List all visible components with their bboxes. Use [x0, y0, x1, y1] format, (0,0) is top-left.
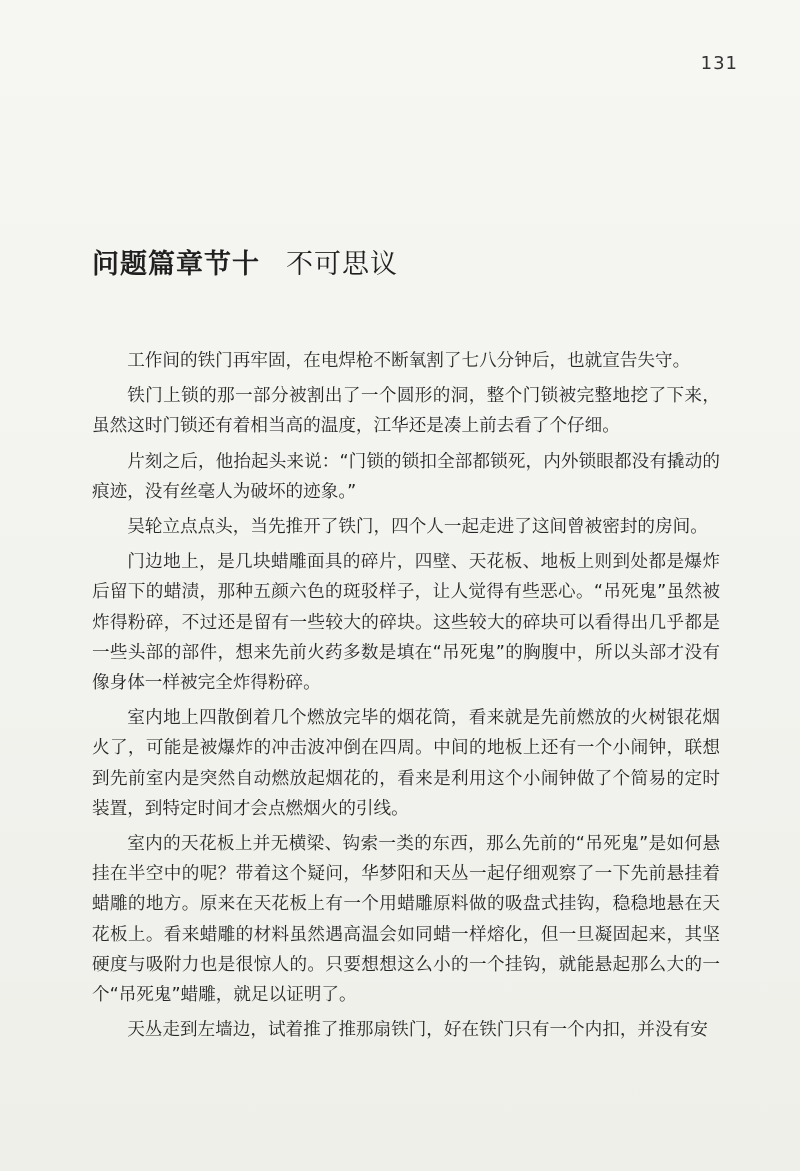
chapter-label: 问题篇章节十 [92, 249, 260, 280]
paragraph: 门边地上，是几块蜡雕面具的碎片，四壁、天花板、地板上则到处都是爆炸后留下的蜡渍，那种五颜六色的斑驳样子，让人觉得有些恶心。“吊死鬼”虽然被炸得粉碎，不过还是留有一些较大的碎块。这些较大的碎块可以看得出几乎都是一些头部的部件，想来先前火药多数是填在“吊死鬼”的胸腹中，所以头部才没有像身体一样被完全炸得粉碎。 [92, 552, 720, 694]
paragraph: 室内的天花板上并无横梁、钩索一类的东西，那么先前的“吊死鬼”是如何悬挂在半空中的呢？带着这个疑问，华梦阳和天丛一起仔细观察了一下先前悬挂着蜡雕的地方。原来在天花板上有一个用蜡雕原料做的吸盘式挂钩，稳稳地悬在天花板上。看来蜡雕的材料虽然遇高温会如同蜡一样熔化，但一旦凝固起来，其坚硬度与吸附力也是很惊人的。只要想想这么小的一个挂钩，就能悬起那么大的一个“吊死鬼”蜡雕，就足以证明了。 [92, 834, 720, 1006]
paragraph: 铁门上锁的那一部分被割出了一个圆形的洞，整个门锁被完整地挖了下来，虽然这时门锁还有着相当高的温度，江华还是凑上前去看了个仔细。 [92, 386, 720, 437]
paragraph: 工作间的铁门再牢固，在电焊枪不断氧割了七八分钟后，也就宣告失守。 [127, 351, 691, 371]
page-number: 131 [700, 53, 738, 74]
body-text [92, 346, 720, 1050]
paragraph: 吴轮立点点头，当先推开了铁门，四个人一起走进了这间曾被密封的房间。 [127, 517, 708, 538]
paragraph: 天丛走到左墙边，试着推了推那扇铁门，好在铁门只有一个内扣，并没有安 [127, 1020, 708, 1041]
paragraph: 室内地上四散倒着几个燃放完毕的烟花筒，看来就是先前燃放的火树银花烟火了，可能是被爆炸的冲击波冲倒在四周。中间的地板上还有一个小闹钟，联想到先前室内是突然自动燃放起烟花的，看来是利用这个小闹钟做了个简易的定时装置，到特定时间才会点燃烟火的引线。 [92, 708, 720, 819]
chapter-name: 不可思议 [286, 249, 398, 280]
paragraph: 片刻之后，他抬起头来说：“门锁的锁扣全部都锁死，内外锁眼都没有撬动的痕迹，没有丝毫人为破坏的迹象。” [92, 451, 720, 502]
chapter-title [92, 242, 398, 281]
